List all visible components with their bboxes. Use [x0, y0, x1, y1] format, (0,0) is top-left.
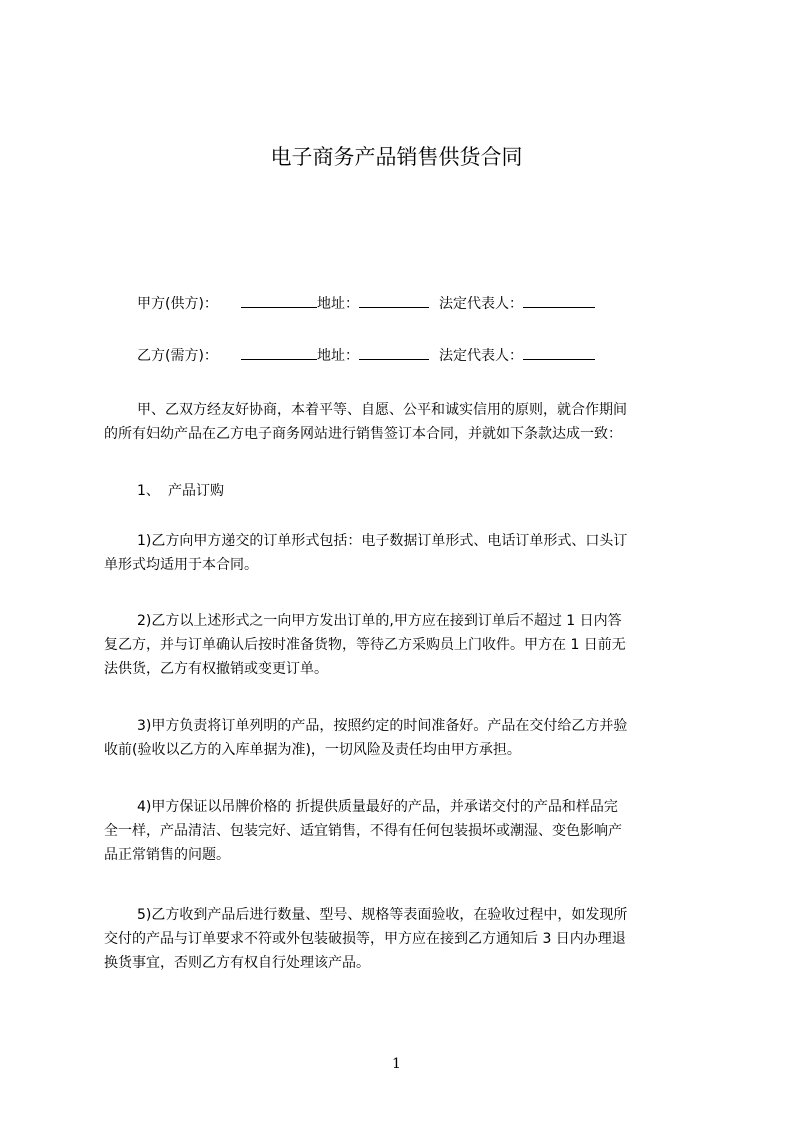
party-a-line — [137, 292, 595, 314]
party-b-address-label: 地址： — [317, 348, 359, 364]
clause-line: 交付的产品与订单要求不符或外包装破损等，甲方应在接到乙方通知后 3 日内办理退 — [104, 931, 626, 947]
party-b-rep-label: 法定代表人： — [439, 348, 523, 364]
party-a-rep-label: 法定代表人： — [439, 296, 523, 312]
clause-line: 单形式均适用于本合同。 — [104, 557, 258, 573]
section-1-heading — [137, 481, 224, 501]
party-a-label: 甲方(供方)： — [137, 296, 218, 312]
clause-2 — [104, 609, 704, 681]
party-b-address-field[interactable] — [359, 344, 429, 360]
party-b-line — [137, 344, 595, 366]
clause-4 — [104, 795, 704, 867]
clause-line: 换货事宜，否则乙方有权自行处理该产品。 — [104, 955, 370, 971]
document-title: 电子商务产品销售供货合同 — [270, 145, 523, 169]
intro-line: 的所有妇幼产品在乙方电子商务网站进行销售签订本合同，并就如下条款达成一致： — [104, 426, 622, 442]
party-b-label: 乙方(需方)： — [137, 348, 218, 364]
clause-line: 3)甲方负责将订单列明的产品，按照约定的时间准备好。产品在交付给乙方并验 — [137, 718, 628, 734]
party-b-rep-field[interactable] — [523, 344, 595, 360]
section-1-number: 1、 — [137, 483, 160, 499]
clause-line: 复乙方，并与订单确认后按时准备货物，等待乙方采购员上门收件。甲方在 1 日前无 — [104, 637, 626, 653]
clause-3 — [104, 714, 704, 762]
party-a-rep-field[interactable] — [523, 292, 595, 308]
intro-paragraph — [104, 398, 704, 446]
clause-line: 品正常销售的问题。 — [104, 847, 230, 863]
party-a-address-field[interactable] — [359, 292, 429, 308]
section-1-title: 产品订购 — [168, 483, 224, 499]
party-a-name-field[interactable] — [241, 292, 317, 308]
intro-line: 甲、乙双方经友好协商，本着平等、自愿、公平和诚实信用的原则，就合作期间 — [137, 402, 627, 418]
clause-line: 收前(验收以乙方的入库单据为准)，一切风险及责任均由甲方承担。 — [104, 742, 521, 758]
clause-line: 全一样，产品清洁、包装完好、适宜销售，不得有任何包装损坏或潮湿、变色影响产 — [104, 823, 622, 839]
clause-line: 2)乙方以上述形式之一向甲方发出订单的,甲方应在接到订单后不超过 1 日内答 — [137, 613, 622, 629]
party-a-address-label: 地址： — [317, 296, 359, 312]
clause-1 — [104, 529, 704, 577]
clause-line: 法供货，乙方有权撤销或变更订单。 — [104, 661, 328, 677]
clause-5 — [104, 903, 704, 975]
clause-line: 1)乙方向甲方递交的订单形式包括：电子数据订单形式、电话订单形式、口头订 — [137, 533, 628, 549]
party-b-name-field[interactable] — [241, 344, 317, 360]
clause-line: 4)甲方保证以吊牌价格的 折提供质量最好的产品，并承诺交付的产品和样品完 — [137, 799, 618, 815]
page-number: 1 — [392, 1056, 401, 1072]
clause-line: 5)乙方收到产品后进行数量、型号、规格等表面验收，在验收过程中，如发现所 — [137, 907, 628, 923]
